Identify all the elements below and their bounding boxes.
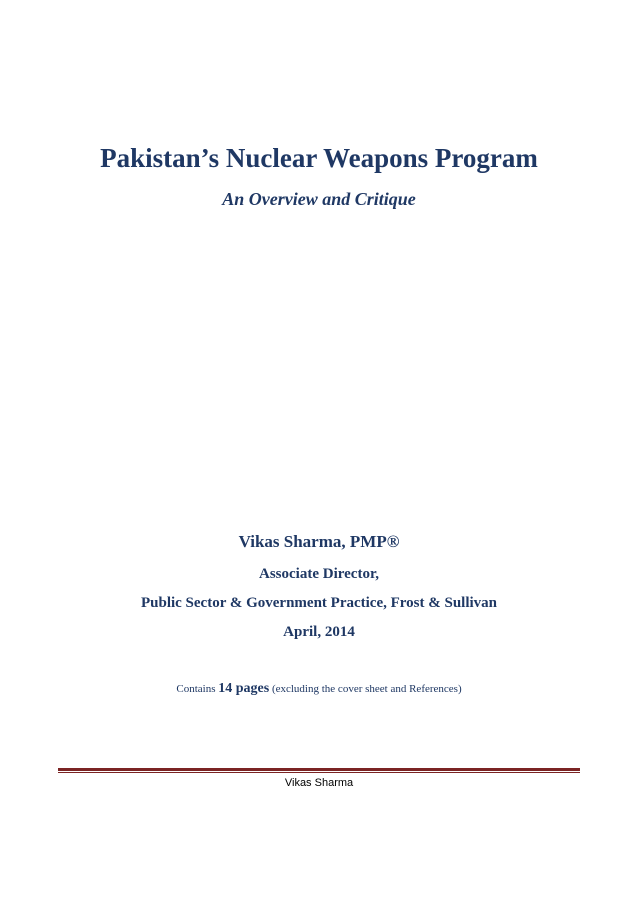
author-organization: Public Sector & Government Practice, Frost & Sullivan bbox=[140, 595, 498, 611]
document-title: Pakistan’s Nuclear Weapons Program bbox=[100, 143, 538, 173]
page-count-suffix: (excluding the cover sheet and References) bbox=[271, 683, 462, 695]
footer-divider bbox=[58, 768, 580, 773]
author-role: Associate Director, bbox=[259, 566, 379, 582]
page-count-note bbox=[0, 680, 638, 698]
document-date: April, 2014 bbox=[283, 624, 355, 640]
page-count-prefix: Contains bbox=[176, 683, 216, 695]
document-subtitle: An Overview and Critique bbox=[222, 189, 416, 209]
author-name: Vikas Sharma, PMP® bbox=[238, 532, 400, 551]
footer-author: Vikas Sharma bbox=[284, 777, 354, 789]
page-count-value: 14 pages bbox=[218, 681, 270, 696]
